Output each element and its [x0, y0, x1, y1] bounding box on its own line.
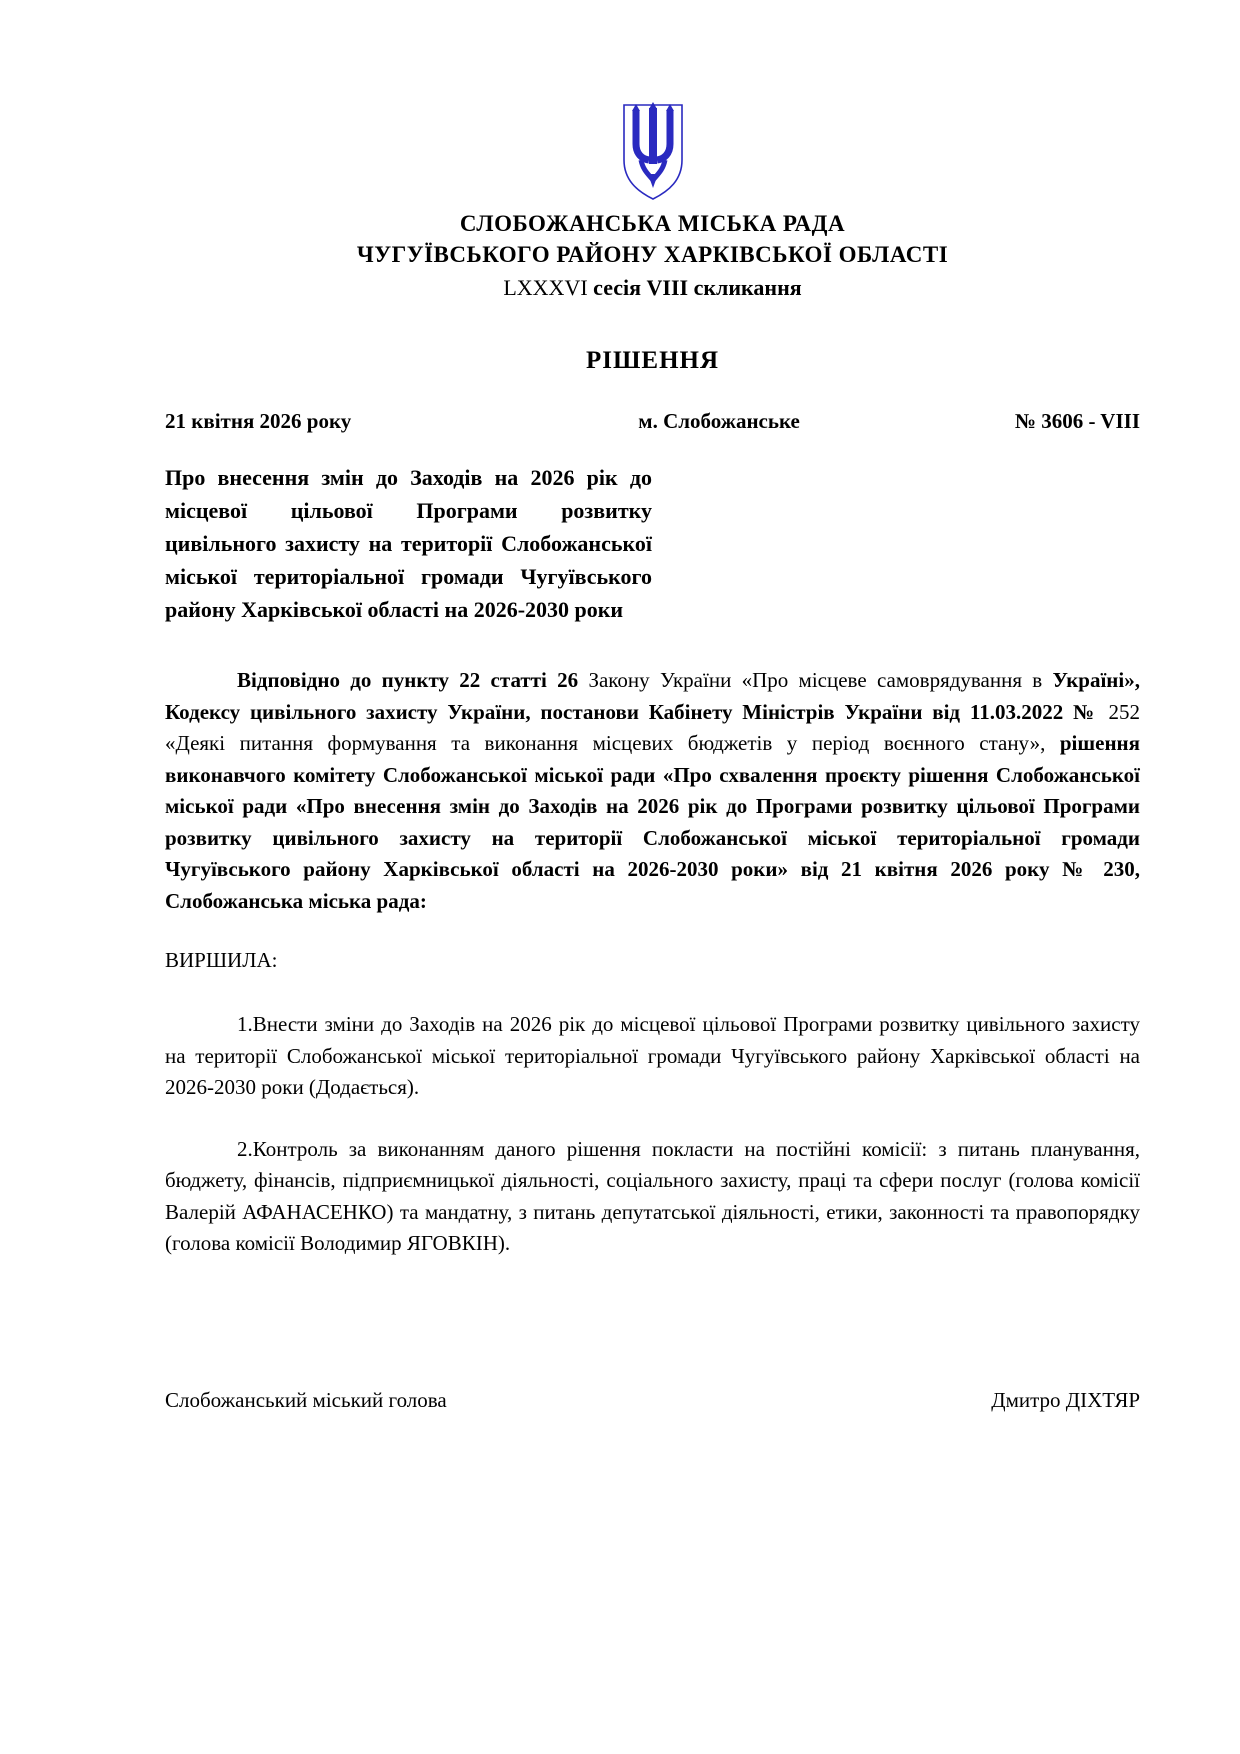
org-name-line2: ЧУГУЇВСЬКОГО РАЙОНУ ХАРКІВСЬКОЇ ОБЛАСТІ — [356, 242, 949, 267]
decision-item-1: 1.Внести зміни до Заходів на 2026 рік до місцевої цільової Програми розвитку цивільного захисту на території Слобожанської міської територіальної громади Чугуївського району Харківської області на 2026-2030 роки (Додається). — [165, 1012, 1140, 1099]
document-type-title: РІШЕННЯ — [585, 347, 720, 374]
meta-row — [165, 409, 1140, 434]
session-line — [165, 273, 1140, 303]
document-subject: Про внесення змін до Заходів на 2026 рік до місцевої цільової Програми розвитку цивільного захисту на території Слобожанської міської територіальної громади Чугуївського району Харківської області на 2026-2030 роки — [165, 465, 652, 622]
trident-emblem — [621, 102, 685, 202]
preamble-segment: Відповідно до пункту 22 статті 26 — [237, 668, 589, 692]
preamble-segment: рішення виконавчого комітету Слобожанської міської ради «Про схвалення проєкту рішення Слобожанської міської ради «Про внесення змін до Заходів на 2026 рік до Програми розвитку цільової Програми розвитку цивільного захисту на території Слобожанської міської територіальної громади Чугуївського району Харківської області на 2026-2030 роки» від 21 квітня 2026 року № 230, Слобожанська міська рада: — [165, 731, 1140, 913]
signature-title: Слобожанський міський голова — [165, 1387, 447, 1412]
session-text: сесія VIII скликання — [593, 275, 802, 300]
decision-item-2: 2.Контроль за виконанням даного рішення покласти на постійні комісії: з питань планування, бюджету, фінансів, підприємницької діяльності, соціального захисту, праці та сфери послуг (голова комісії Валерій АФАНАСЕНКО) та мандатну, з питань депутатської діяльності, етики, законності та правопорядку (голова комісії Володимир ЯГОВКІН). — [165, 1136, 1140, 1255]
preamble-segment: Україні», Кодексу цивільного захисту України, постанови Кабінету Міністрів України від 11.03.2022 № — [165, 668, 1140, 724]
document-date: 21 квітня 2026 року — [165, 409, 352, 433]
preamble-paragraph — [165, 665, 1140, 917]
preamble-segment: 252 «Деякі питання формування та виконання місцевих бюджетів у період воєнного стану», — [165, 699, 1140, 755]
document-number: № 3606 - VIII — [1014, 409, 1140, 433]
signature-name: Дмитро ДІХТЯР — [991, 1387, 1140, 1412]
org-name-line1: СЛОБОЖАНСЬКА МІСЬКА РАДА — [459, 211, 846, 236]
session-number: LXXXVI — [503, 275, 594, 300]
ukraine-trident-icon — [621, 189, 685, 206]
resolved-label: ВИРШИЛА: — [165, 948, 278, 972]
preamble-segment: Закону України «Про місцеве самоврядування в — [588, 668, 1053, 692]
signature-row — [165, 1388, 1140, 1413]
document-place: м. Слобожанське — [638, 409, 800, 433]
